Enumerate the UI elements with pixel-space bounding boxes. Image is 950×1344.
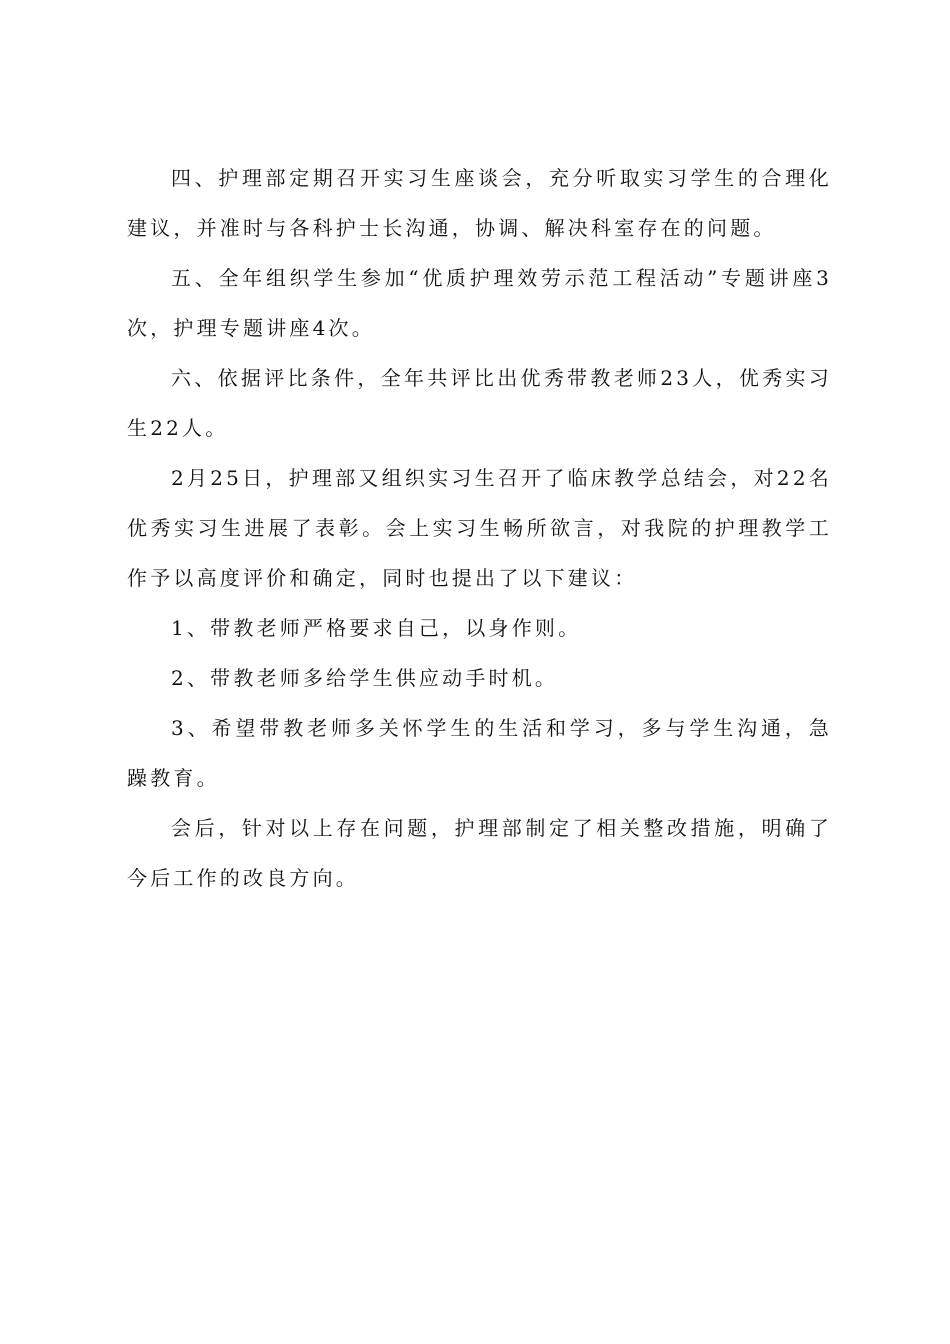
list-item-suggestion-3: 3、希望带教老师多关怀学生的生活和学习，多与学生沟通，急躁教育。 <box>127 716 832 790</box>
document-body <box>127 153 832 903</box>
paragraph-conclusion: 会后，针对以上存在问题，护理部制定了相关整改措施，明确了今后工作的改良方向。 <box>127 816 832 890</box>
paragraph-lectures: 五、全年组织学生参加“优质护理效劳示范工程活动”专题讲座3次，护理专题讲座4次。 <box>127 266 832 340</box>
list-item-suggestion-2: 2、带教老师多给学生供应动手时机。 <box>171 666 559 690</box>
paragraph-meeting: 四、护理部定期召开实习生座谈会，充分听取实习学生的合理化建议，并准时与各科护士长沟通，协调、解决科室存在的问题。 <box>127 166 832 240</box>
list-item-suggestion-1: 1、带教老师严格要求自己，以身作则。 <box>171 616 582 640</box>
paragraph-summary-meeting: 2月25日，护理部又组织实习生召开了临床教学总结会，对22名优秀实习生进展了表彰。会上实习生畅所欲言，对我院的护理教学工作予以高度评价和确定，同时也提出了以下建议： <box>127 466 832 590</box>
paragraph-awards: 六、依据评比条件，全年共评比出优秀带教老师23人，优秀实习生22人。 <box>127 366 832 440</box>
